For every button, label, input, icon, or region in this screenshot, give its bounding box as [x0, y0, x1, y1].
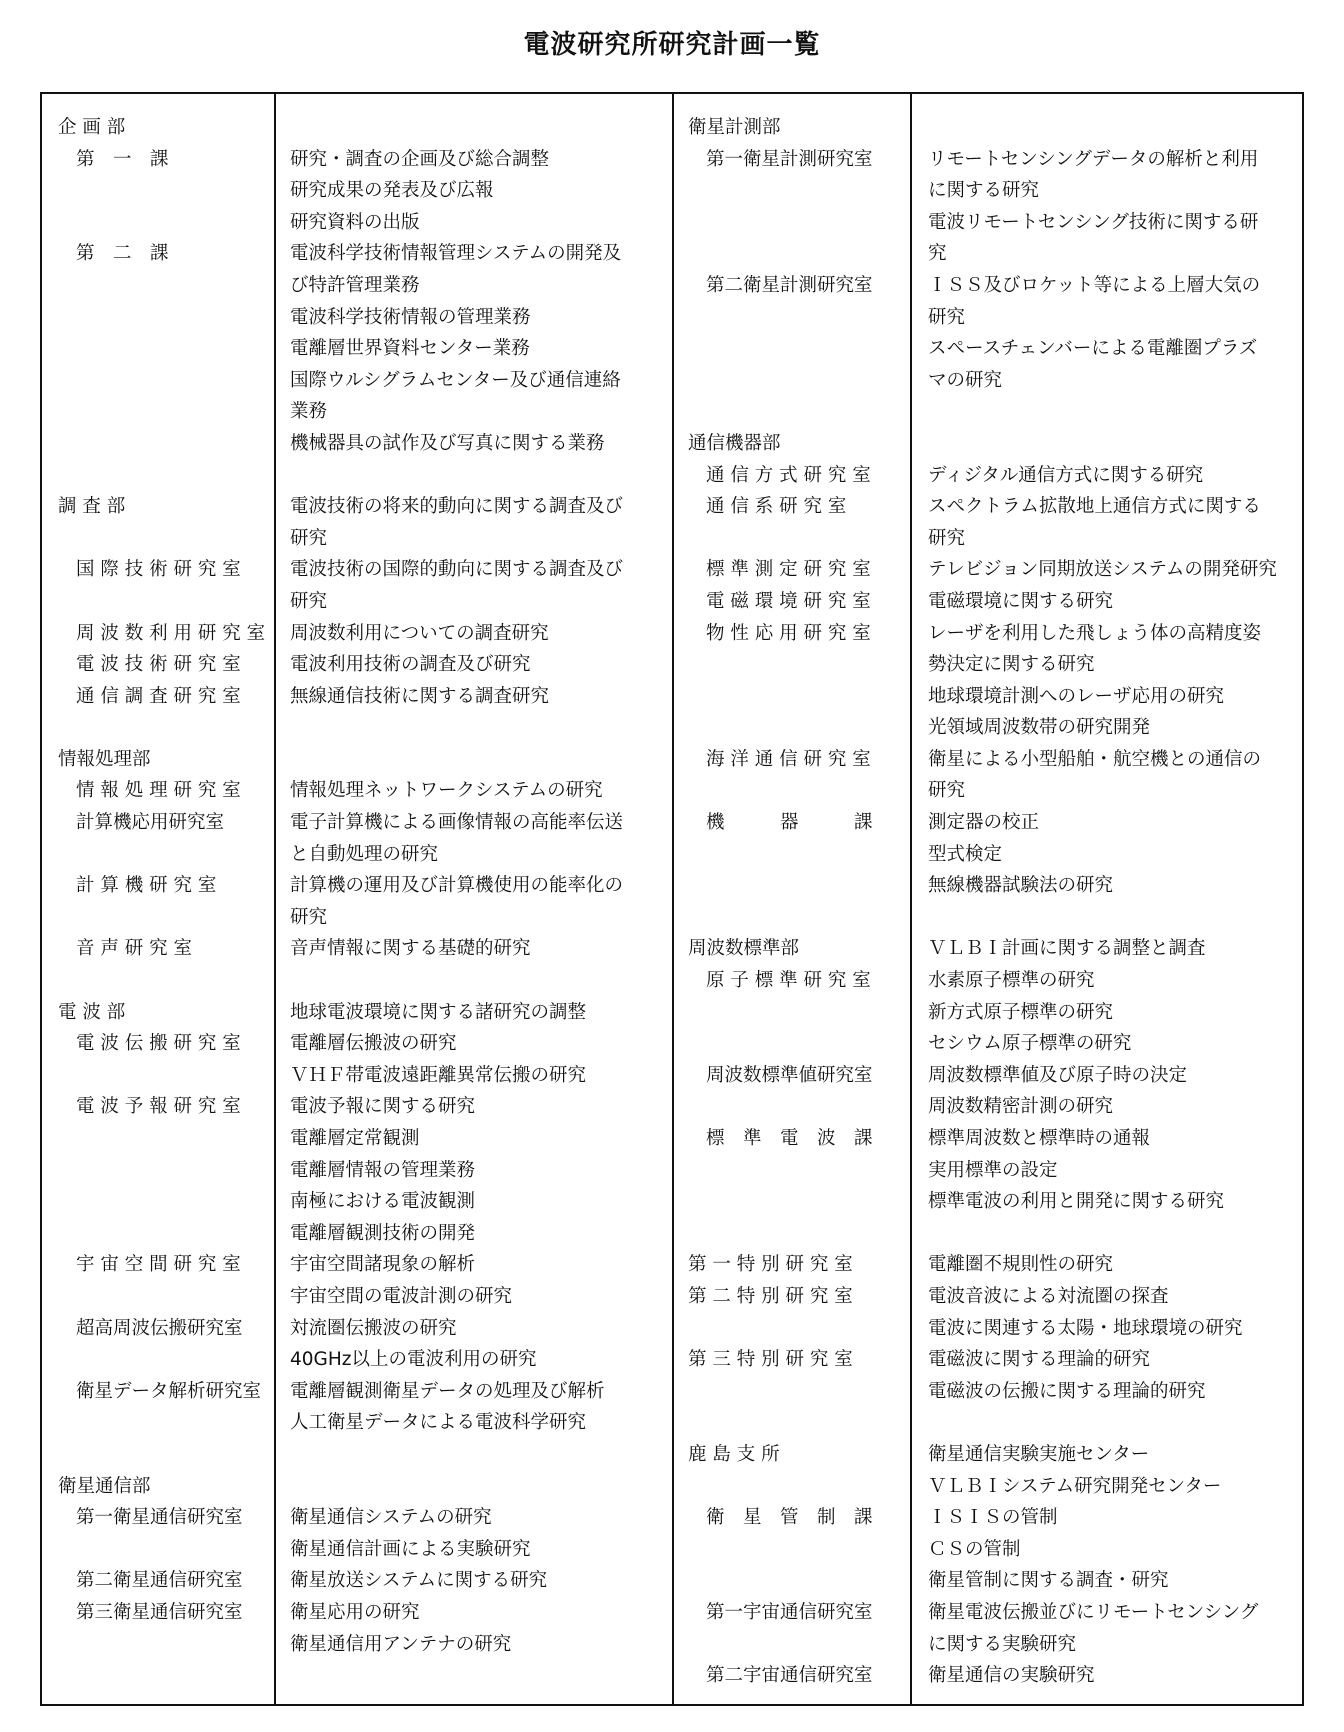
research-item: テレビジョン同期放送システムの開発研究 — [928, 559, 1277, 581]
department-label: 周波数標準値研究室 — [706, 1064, 873, 1086]
department-label: 周波数標準部 — [688, 938, 800, 960]
research-item: 対流圏伝搬波の研究 — [290, 1317, 457, 1339]
research-item: 電波リモートセンシング技術に関する研 — [928, 211, 1259, 233]
research-item: 電離層観測技術の開発 — [290, 1222, 476, 1244]
research-item: 宇宙空間の電波計測の研究 — [290, 1285, 513, 1307]
research-item — [290, 112, 668, 144]
research-item: に関する研究 — [928, 180, 1040, 202]
department-label — [688, 997, 908, 1029]
research-item: 電離層世界資料センター業務 — [290, 338, 530, 360]
department-label — [688, 396, 908, 428]
research-item — [290, 744, 668, 776]
department-label — [688, 1471, 908, 1503]
department-label: 標 準 測 定 研 究 室 — [706, 559, 871, 581]
department-label — [688, 1155, 908, 1187]
department-label: 第 一 特 別 研 究 室 — [688, 1254, 853, 1276]
left-department-column — [58, 112, 272, 1660]
research-item: 衛星管制に関する調査・研究 — [928, 1570, 1169, 1592]
department-label: 宇 宙 空 間 研 究 室 — [76, 1254, 241, 1276]
department-label: 第三衛星通信研究室 — [76, 1601, 243, 1623]
research-item: 衛星通信実験実施センター — [928, 1443, 1150, 1465]
research-item: ＶＬＢＩシステム研究開発センター — [928, 1475, 1222, 1497]
research-item: ＣＳの管制 — [928, 1538, 1021, 1560]
research-item: スペクトラム拡散地上通信方式に関する — [928, 496, 1261, 518]
department-label — [688, 175, 908, 207]
research-item: 衛星電波伝搬並びにリモートセンシング — [928, 1601, 1259, 1623]
research-item: 水素原子標準の研究 — [928, 970, 1095, 992]
research-item: ＶＨＦ帯電波遠距離異常伝搬の研究 — [290, 1064, 587, 1086]
department-label — [688, 333, 908, 365]
department-label — [58, 523, 272, 555]
research-item: 電波利用技術の調査及び研究 — [290, 654, 531, 676]
department-label: 第一衛星計測研究室 — [706, 148, 873, 170]
department-label — [58, 396, 272, 428]
research-item: ＩＳＳ及びロケット等による上層大気の — [928, 274, 1261, 296]
department-label: 通 信 調 査 研 究 室 — [76, 685, 241, 707]
research-item: 衛星通信計画による実験研究 — [290, 1538, 531, 1560]
department-label — [58, 270, 272, 302]
research-item: 光領域周波数帯の研究開発 — [928, 717, 1151, 739]
department-label: 第二宇宙通信研究室 — [706, 1665, 873, 1687]
department-label: 鹿 島 支 所 — [688, 1443, 780, 1465]
column-divider — [274, 94, 276, 1704]
department-label — [58, 1407, 272, 1439]
department-label — [58, 1344, 272, 1376]
research-item — [928, 902, 1300, 934]
research-item: 衛星通信システムの研究 — [290, 1507, 492, 1529]
research-item: 研究 — [928, 780, 966, 802]
research-item — [290, 965, 668, 997]
department-label — [58, 902, 272, 934]
research-item — [290, 712, 668, 744]
department-label — [58, 460, 272, 492]
research-item — [928, 1218, 1300, 1250]
research-item: 宇宙空間諸現象の解析 — [290, 1254, 476, 1276]
department-label: 通信機器部 — [688, 432, 781, 454]
department-label — [58, 1534, 272, 1566]
research-item: レーザを利用した飛しょう体の高精度姿 — [928, 622, 1262, 644]
research-item: 標準電波の利用と開発に関する研究 — [928, 1191, 1225, 1213]
research-item: 電波予報に関する研究 — [290, 1096, 476, 1118]
research-item: 研究資料の出版 — [290, 211, 420, 233]
department-label: 通 信 系 研 究 室 — [706, 496, 847, 518]
department-label: 情 報 処 理 研 究 室 — [76, 780, 241, 802]
research-item: 新方式原子標準の研究 — [928, 1001, 1114, 1023]
department-label: 衛 星 管 制 課 — [706, 1507, 873, 1529]
department-label: 機 器 課 — [706, 812, 873, 834]
research-item: 機械器具の試作及び写真に関する業務 — [290, 432, 605, 454]
research-item: 音声情報に関する基礎的研究 — [290, 938, 531, 960]
department-label — [688, 712, 908, 744]
research-item: 周波数精密計測の研究 — [928, 1096, 1114, 1118]
research-item: 電波科学技術情報管理システムの開発及 — [290, 243, 622, 265]
department-label — [58, 1155, 272, 1187]
department-label — [688, 775, 908, 807]
department-label: 情報処理部 — [58, 748, 151, 770]
research-item: 電波に関連する太陽・地球環境の研究 — [928, 1317, 1243, 1339]
left-research-column — [290, 112, 668, 1660]
column-divider — [672, 94, 674, 1704]
department-label — [688, 238, 908, 270]
research-item: と自動処理の研究 — [290, 843, 439, 865]
department-label: 第 一 課 — [76, 148, 169, 170]
department-label — [688, 1629, 908, 1661]
department-label: 第二衛星通信研究室 — [76, 1570, 243, 1592]
research-item — [928, 396, 1300, 428]
department-label — [58, 839, 272, 871]
department-label: 第 三 特 別 研 究 室 — [688, 1349, 853, 1371]
research-item: 研究 — [290, 906, 328, 928]
research-item: 周波数標準値及び原子時の決定 — [928, 1064, 1188, 1086]
department-label — [58, 1186, 272, 1218]
research-item: 標準周波数と標準時の通報 — [928, 1128, 1151, 1149]
research-item — [290, 1439, 668, 1471]
research-item: 型式検定 — [928, 843, 1003, 865]
research-item: 衛星放送システムに関する研究 — [290, 1570, 548, 1592]
department-label: 物 性 応 用 研 究 室 — [706, 622, 871, 644]
research-item: 研究 — [928, 527, 966, 549]
department-label: 電 波 部 — [58, 1001, 126, 1023]
research-item: 40GHz以上の電波利用の研究 — [290, 1349, 537, 1371]
research-item: 人工衛星データによる電波科学研究 — [290, 1412, 587, 1434]
research-item: 電波音波による対流圏の探査 — [928, 1285, 1169, 1307]
department-label — [688, 1186, 908, 1218]
research-item: 勢決定に関する研究 — [928, 654, 1095, 676]
page-title: 電波研究所研究計画一覧 — [523, 30, 821, 60]
research-item: 電離層観測衛星データの処理及び解析 — [290, 1380, 605, 1402]
research-item: 衛星応用の研究 — [290, 1601, 420, 1623]
department-label — [688, 1376, 908, 1408]
department-label — [58, 1629, 272, 1661]
research-item: 究 — [928, 243, 947, 265]
department-label: 標 準 電 波 課 — [706, 1128, 873, 1149]
department-label: 電 波 予 報 研 究 室 — [76, 1096, 241, 1118]
research-item: 研究 — [290, 527, 328, 549]
research-item: リモートセンシングデータの解析と利用 — [928, 148, 1259, 170]
research-item: 実用標準の設定 — [928, 1159, 1058, 1181]
department-label: 電 磁 環 境 研 究 室 — [706, 590, 871, 612]
department-label — [688, 1313, 908, 1345]
research-item — [928, 1407, 1300, 1439]
research-item: セシウム原子標準の研究 — [928, 1033, 1132, 1055]
department-label: 調 査 部 — [58, 496, 126, 518]
department-label: 電 波 伝 搬 研 究 室 — [76, 1033, 241, 1055]
research-item: 情報処理ネットワークシステムの研究 — [290, 780, 603, 802]
department-label — [58, 1123, 272, 1155]
research-item: に関する実験研究 — [928, 1633, 1077, 1655]
department-label — [58, 175, 272, 207]
department-label: 衛星データ解析研究室 — [76, 1380, 262, 1402]
right-department-column — [688, 112, 908, 1692]
research-item: び特許管理業務 — [290, 274, 420, 296]
research-item: 南極における電波観測 — [290, 1191, 476, 1213]
research-plan-table — [40, 92, 1304, 1706]
department-label — [688, 1407, 908, 1439]
department-label — [58, 586, 272, 618]
department-label — [688, 839, 908, 871]
department-label — [688, 1565, 908, 1597]
department-label — [58, 1439, 272, 1471]
research-item: 電子計算機による画像情報の高能率伝送 — [290, 812, 624, 834]
department-label — [688, 681, 908, 713]
department-label — [58, 1218, 272, 1250]
department-label: 第 二 課 — [76, 243, 169, 265]
department-label — [58, 1281, 272, 1313]
right-research-column — [928, 112, 1300, 1692]
department-label: 第 二 特 別 研 究 室 — [688, 1285, 853, 1307]
research-item: 電磁波に関する理論的研究 — [928, 1349, 1151, 1371]
research-item — [290, 460, 668, 492]
department-label: 原 子 標 準 研 究 室 — [706, 970, 871, 992]
department-label: 衛星通信部 — [58, 1475, 151, 1497]
research-item: 国際ウルシグラムセンター及び通信連絡 — [290, 369, 621, 391]
department-label — [688, 523, 908, 555]
department-label: 超高周波伝搬研究室 — [76, 1317, 243, 1339]
research-item: 研究・調査の企画及び総合調整 — [290, 148, 550, 170]
research-item — [928, 428, 1300, 460]
department-label: 周 波 数 利 用 研 究 室 — [76, 622, 266, 644]
department-label: 企 画 部 — [58, 117, 126, 138]
research-item: 電波技術の国際的動向に関する調査及び — [290, 559, 624, 581]
research-item: 無線機器試験法の研究 — [928, 875, 1114, 897]
research-item: マの研究 — [928, 369, 1003, 391]
research-item: 研究 — [290, 590, 328, 612]
research-item: 電波技術の将来的動向に関する調査及び — [290, 496, 624, 518]
department-label: 第一衛星通信研究室 — [76, 1507, 243, 1529]
column-divider — [910, 94, 912, 1704]
department-label — [58, 302, 272, 334]
department-label — [688, 1028, 908, 1060]
research-item: 電離圏不規則性の研究 — [928, 1254, 1114, 1276]
department-label — [688, 1218, 908, 1250]
research-item: 電離層伝搬波の研究 — [290, 1033, 457, 1055]
department-label — [688, 870, 908, 902]
department-label — [688, 207, 908, 239]
department-label: 通 信 方 式 研 究 室 — [706, 464, 871, 486]
department-label: 第二衛星計測研究室 — [706, 274, 873, 296]
research-item: ディジタル通信方式に関する研究 — [928, 464, 1204, 486]
research-item: スペースチェンバーによる電離圏プラズ — [928, 338, 1258, 360]
research-item: 電磁波の伝搬に関する理論的研究 — [928, 1380, 1206, 1402]
department-label: 計算機応用研究室 — [76, 812, 225, 834]
research-item: 衛星による小型船舶・航空機との通信の — [928, 748, 1262, 770]
research-item — [928, 112, 1300, 144]
department-label — [688, 902, 908, 934]
research-item: 周波数利用についての調査研究 — [290, 622, 549, 644]
department-label — [688, 302, 908, 334]
research-item: 地球環境計測へのレーザ応用の研究 — [928, 685, 1225, 707]
research-item — [290, 1471, 668, 1503]
research-item: 地球電波環境に関する諸研究の調整 — [290, 1001, 587, 1023]
department-label: 電 波 技 術 研 究 室 — [76, 654, 241, 676]
department-label: 第一宇宙通信研究室 — [706, 1601, 873, 1623]
research-item: 電波科学技術情報の管理業務 — [290, 306, 531, 328]
research-item: 計算機の運用及び計算機使用の能率化の — [290, 875, 624, 897]
research-item: 研究 — [928, 306, 966, 328]
department-label: 計 算 機 研 究 室 — [76, 875, 217, 897]
department-label — [58, 965, 272, 997]
department-label: 海 洋 通 信 研 究 室 — [706, 748, 871, 770]
research-item: 電離層情報の管理業務 — [290, 1159, 476, 1181]
department-label — [58, 333, 272, 365]
department-label: 国 際 技 術 研 究 室 — [76, 559, 241, 581]
research-item: 研究成果の発表及び広報 — [290, 180, 494, 202]
research-item: 衛星通信用アンテナの研究 — [290, 1633, 512, 1655]
department-label — [688, 365, 908, 397]
research-item: 無線通信技術に関する調査研究 — [290, 685, 550, 707]
research-item: ＶＬＢＩ計画に関する調整と調査 — [928, 938, 1206, 960]
department-label — [688, 1534, 908, 1566]
department-label: 音 声 研 究 室 — [76, 938, 193, 960]
department-label: 衛星計測部 — [688, 117, 781, 138]
research-item: 測定器の校正 — [928, 812, 1040, 834]
department-label — [58, 207, 272, 239]
department-label — [688, 649, 908, 681]
research-item: 業務 — [290, 401, 328, 423]
department-label — [688, 1091, 908, 1123]
research-item: ＩＳＩＳの管制 — [928, 1507, 1058, 1529]
department-label — [58, 365, 272, 397]
research-item: 電磁環境に関する研究 — [928, 590, 1114, 612]
research-item: 電離層定常観測 — [290, 1128, 420, 1149]
research-item: 衛星通信の実験研究 — [928, 1665, 1095, 1687]
department-label — [58, 428, 272, 460]
department-label — [58, 1060, 272, 1092]
department-label — [58, 712, 272, 744]
